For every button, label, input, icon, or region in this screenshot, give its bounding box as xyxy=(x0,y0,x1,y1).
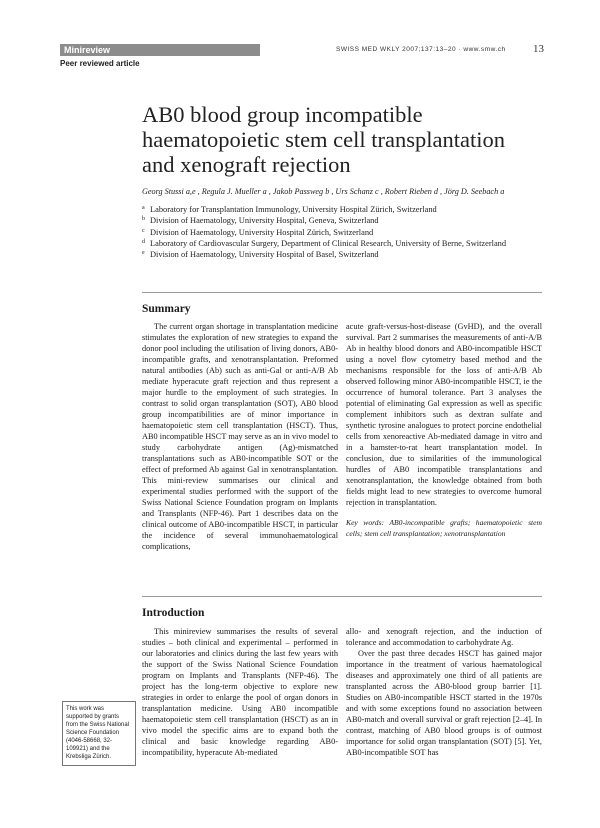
journal-info: SWISS MED WKLY 2007;137:13–20 · www.smw.ch xyxy=(336,46,506,53)
keywords: Key words: AB0-incompatible grafts; haematopoietic stem cells; stem cell transplantation; xenotransplantation xyxy=(346,518,542,538)
affiliation-item xyxy=(142,227,542,238)
summary-right-column xyxy=(346,321,542,539)
affiliation-marker: e xyxy=(142,250,145,257)
affiliation-text: Division of Haematology, University Hospital Zürich, Switzerland xyxy=(150,227,374,237)
affiliation-marker: a xyxy=(142,205,145,211)
affiliation-text: Division of Haematology, University Hospital, Geneva, Switzerland xyxy=(150,216,379,226)
author-list: Georg Stussi a,e , Regula J. Mueller a , Jakob Passweg b , Urs Schanz c , Robert Rieben d , Jörg D. Seebach a xyxy=(142,187,505,196)
introduction-heading: Introduction xyxy=(142,607,205,619)
introduction-paragraph: Over the past three decades HSCT has gained major importance in the treatment of various haematological diseases and approximately one third of all patients are transplanted across the AB0-blood group barrier [1]. Studies on AB0-incompatible HSCT started in the 1970s and with some exceptions found no association between AB0-match and overall survival or graft rejection [2–4]. In contrast, matching of AB0 blood groups is of outmost importance for solid organ transplantation (SOT) [5]. Yet, AB0-incompatible SOT has xyxy=(346,649,542,757)
introduction-paragraph: allo- and xenograft rejection, and the induction of tolerance and accommodation to carbohydrate Ag. xyxy=(346,627,542,647)
summary-left-column xyxy=(142,321,338,552)
affiliation-item xyxy=(142,238,542,249)
funding-note-box: This work was supported by grants from the Swiss National Science Foundation (4046-58668, 32-109921) and the Krebsliga Zürich. xyxy=(62,701,136,766)
affiliation-item xyxy=(142,204,542,215)
affiliation-marker: b xyxy=(142,216,145,223)
affiliation-item xyxy=(142,215,542,226)
article-title: AB0 blood group incompatible haematopoietic stem cell transplantation and xenograft rejection xyxy=(142,102,505,177)
summary-divider xyxy=(142,292,542,293)
affiliation-marker: c xyxy=(142,227,145,234)
introduction-paragraph: This minireview summarises the results of several studies – both clinical and experimental – performed in our laboratories and clinics during the last few years with the support of the Swiss National Science Foundation program on Implants and Transplants (NFP-46). The project has the long-term objective to explore new strategies in order to enlarge the pool of organ donors in transplantation medicine. Using AB0 incompatible haematopoietic stem cell transplantation (HSCT) as an in vivo model the specific aims are to expand both the clinical and basic knowledge regarding AB0-incompatibility, hyperacute Ab-mediated xyxy=(142,627,338,757)
affiliation-text: Laboratory for Transplantation Immunology, University Hospital Zürich, Switzerland xyxy=(150,205,437,214)
affiliation-text: Laboratory of Cardiovascular Surgery, Department of Clinical Research, University of Berne, Switzerland xyxy=(150,238,507,248)
affiliation-marker: d xyxy=(142,238,145,245)
affiliation-item xyxy=(142,249,542,260)
peer-review-label: Peer reviewed article xyxy=(60,59,140,68)
summary-paragraph: The current organ shortage in transplantation medicine stimulates the exploration of new strategies to expand the donor pool including the utilisation of living donors, AB0-incompatible grafts, and xenotransplantation. Preformed natural antibodies (Ab) such as anti-Gal or anti-A/B Ab mediate hyperacute graft rejection and thus represent a major hurdle to the employment of such strategies. In contrast to solid organ transplantation (SOT), AB0 blood group incompatibilities are of minor importance in haematopoietic stem cell transplantation (HSCT). Thus, AB0 incompatible HSCT may serve as an in vivo model to study carbohydrate antigen (Ag)-mismatched transplantations such as AB0-incompatible SOT or the effect of preformed Ab against Gal in xenotransplantation. This mini-review summarises our clinical and experimental studies performed with the support of the Swiss National Science Foundation program on Implants and Transplants (NFP-46). Part 1 describes data on the clinical outcome of AB0-incompatible HSCT, in particular the incidence of several immunohaematological complications, xyxy=(142,322,338,551)
introduction-divider xyxy=(142,596,542,597)
affiliation-list xyxy=(142,204,542,260)
summary-heading: Summary xyxy=(142,303,191,315)
page-number: 13 xyxy=(533,43,544,55)
section-label: Minireview xyxy=(64,45,111,55)
introduction-right-column xyxy=(346,626,542,758)
introduction-left-column xyxy=(142,626,338,758)
affiliation-text: Division of Haematology, University Hospital of Basel, Switzerland xyxy=(150,250,379,260)
summary-paragraph: acute graft-versus-host-disease (GvHD), and the overall survival. Part 2 summarises the measurements of anti-A/B Ab in healthy blood donors and AB0-incompatible HSCT using a novel flow cytometry based method and the mechanisms responsible for the loss of anti-A/B Ab observed following minor AB0-incompatible HSCT, ie the occurrence of humoral tolerance. Part 3 analyses the potential of eliminating Gal expression as well as specific complement inhibitors such as dextran sulfate and synthetic tyrosine analogues to protect porcine endothelial cells from xenoreactive Ab-mediated damage in vitro and in a hamster-to-rat heart transplantation model. In conclusion, due to similarities of the immunological hurdles of AB0 incompatible transplantations and xenotransplantation, the knowledge obtained from both fields might lead to new strategies to overcome humoral rejection in transplantation. xyxy=(346,322,542,507)
